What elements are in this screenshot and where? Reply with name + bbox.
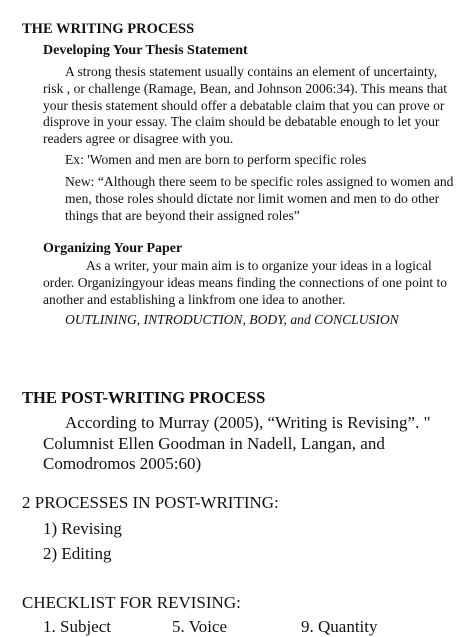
- thesis-example: Ex: 'Women and men are born to perform specific roles: [65, 152, 367, 167]
- thesis-paragraph: A strong thesis statement usually contains an element of uncertainty, risk , or challenge (Ramage, Bean, and Johnson 2006:34). This means that your thesis statement should offer a debatable claim that you can prove or disprove in your essay. The claim should be debatable enough to let your readers agree or disagree with you.: [43, 64, 448, 147]
- writing-process-title: THE WRITING PROCESS: [22, 21, 195, 37]
- murray-quote: According to Murray (2005), “Writing is Revising”. " Columnist Ellen Goodman in Nadell, Langan, and Comodromos 2005:60): [43, 413, 431, 473]
- process-item-editing: 2) Editing: [43, 544, 112, 563]
- process-item-revising: 1) Revising: [43, 519, 122, 538]
- checklist-heading: CHECKLIST FOR REVISING:: [22, 593, 241, 612]
- organizing-paragraph: As a writer, your main aim is to organize your ideas in a logical order. Organizingyour ideas means finding the connections of one point to another and establishing a linkfrom one idea to another.: [43, 258, 448, 307]
- organizing-heading: Organizing Your Paper: [43, 241, 183, 256]
- checklist-row: [0, 617, 474, 637]
- outline-line: OUTLINING, INTRODUCTION, BODY, and CONCLUSION: [65, 312, 399, 327]
- post-writing-title: THE POST-WRITING PROCESS: [22, 388, 266, 407]
- checklist-item-voice: 5. Voice: [172, 617, 228, 636]
- checklist-item-quantity: 9. Quantity: [301, 617, 378, 636]
- thesis-new-example: New: “Although there seem to be specific roles assigned to women and men, those roles should dictate nor limit women and men to do other things that are beyond their assigned roles”: [65, 174, 454, 223]
- processes-heading: 2 PROCESSES IN POST-WRITING:: [22, 493, 279, 512]
- thesis-heading: Developing Your Thesis Statement: [43, 43, 248, 58]
- checklist-item-subject: 1. Subject: [43, 617, 111, 636]
